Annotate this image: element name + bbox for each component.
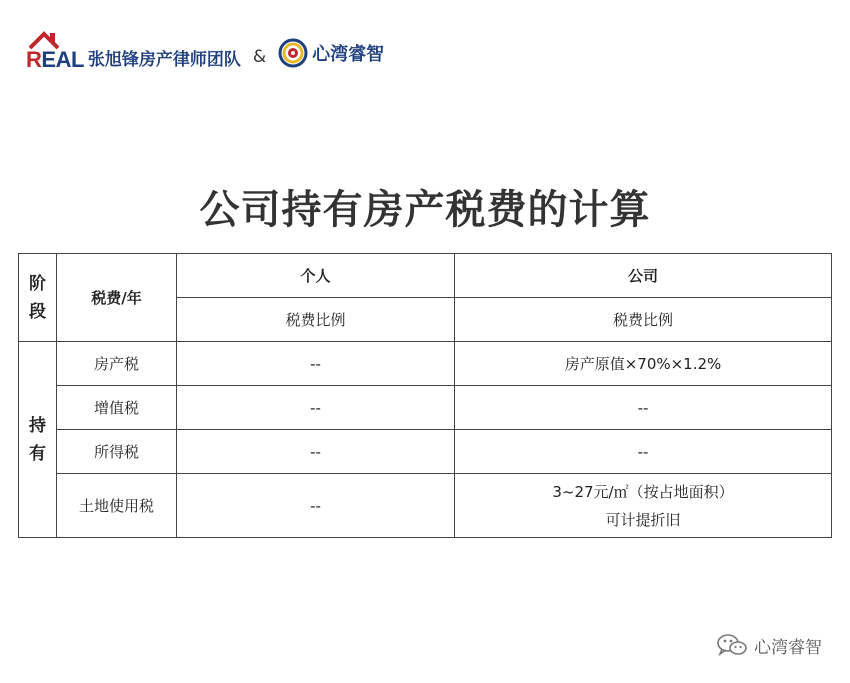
header — [26, 28, 384, 72]
table-row — [19, 386, 832, 430]
company-cell-line2: 可计提折旧 — [605, 510, 681, 529]
stage-header: 阶段 — [29, 273, 46, 322]
table-row — [19, 430, 832, 474]
house-roof-icon — [28, 30, 64, 50]
item-cell: 房产税 — [57, 342, 177, 386]
stage-cell — [19, 342, 57, 538]
footer-watermark — [716, 632, 822, 658]
logo-text: REAL — [26, 47, 84, 72]
item-header: 税费/年 — [57, 254, 177, 342]
item-cell: 所得税 — [57, 430, 177, 474]
table-row — [19, 474, 832, 538]
individual-cell: -- — [177, 474, 455, 538]
company-cell: 房产原值×70%×1.2% — [455, 342, 832, 386]
individual-cell: -- — [177, 386, 455, 430]
team-name: 张旭锋房产律师团队 — [87, 49, 241, 70]
item-cell: 土地使用税 — [57, 474, 177, 538]
company-header: 公司 — [455, 254, 832, 298]
company-cell-line1: 3~27元/㎡（按占地面积） — [552, 482, 734, 501]
individual-cell: -- — [177, 342, 455, 386]
tax-table — [18, 253, 832, 538]
partner-logo — [278, 38, 384, 68]
company-cell — [455, 474, 832, 538]
stage-header-cell — [19, 254, 57, 342]
partner-name: 心湾睿智 — [312, 44, 385, 65]
item-cell: 增值税 — [57, 386, 177, 430]
wechat-icon — [716, 632, 748, 658]
stage-value: 持有 — [29, 415, 46, 464]
ampersand: & — [252, 47, 267, 67]
page-title: 公司持有房产税费的计算 — [199, 187, 651, 233]
real-logo — [26, 28, 84, 72]
individual-cell: -- — [177, 430, 455, 474]
company-cell: -- — [455, 430, 832, 474]
target-logo-icon — [278, 38, 308, 68]
individual-header: 个人 — [177, 254, 455, 298]
company-ratio-label: 税费比例 — [455, 298, 832, 342]
company-cell: -- — [455, 386, 832, 430]
individual-ratio-label: 税费比例 — [177, 298, 455, 342]
table-row — [19, 342, 832, 386]
table-header-row — [19, 254, 832, 298]
footer-brand: 心湾睿智 — [754, 637, 822, 658]
